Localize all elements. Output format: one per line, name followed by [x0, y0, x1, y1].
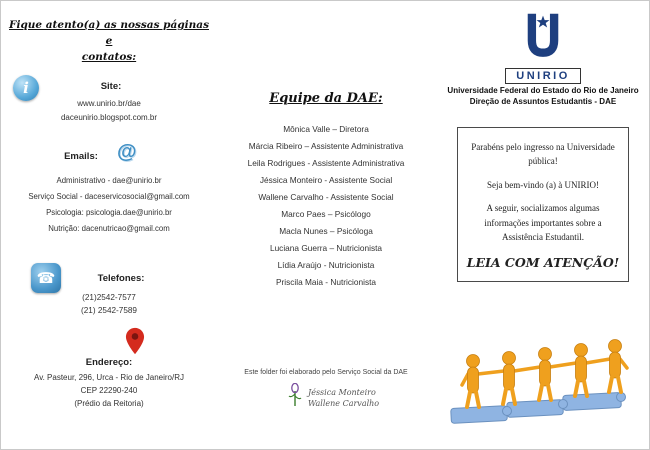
emails-heading: Emails:: [64, 151, 98, 162]
welcome-paragraph-1: Parabéns pelo ingresso na Universidade pública!: [471, 142, 615, 167]
teamwork-illustration: [435, 307, 650, 432]
address-heading: Endereço:: [85, 357, 133, 368]
signature-jessica: Jéssica Monteiro: [308, 388, 376, 397]
flower-icon: [288, 383, 302, 412]
contact-title-line1: Fique atento(a) as nossas páginas e: [9, 19, 209, 47]
university-name: Universidade Federal do Estado do Rio de Janeiro: [447, 86, 639, 95]
welcome-paragraph-2: Seja bem-vindo (a) à UNIRIO!: [487, 179, 599, 190]
site-heading: Site:: [100, 81, 122, 92]
address-cep: CEP 22290-240: [80, 386, 138, 395]
site-url: www.unirio.br/dae: [77, 99, 141, 108]
unirio-logo: [435, 11, 650, 84]
phone-icon-glyph: ☎: [36, 270, 56, 287]
team-member: Márcia Ribeiro – Assistente Administrativa: [248, 141, 404, 151]
email-icon-glyph: @: [117, 141, 137, 163]
info-icon-glyph: i: [23, 79, 29, 97]
email-admin: Administrativo - dae@unirio.br: [56, 176, 162, 185]
signature-wallene: Wallene Carvalho: [308, 399, 380, 408]
welcome-paragraph-3: A seguir, socializamos algumas informações importantes sobre a Assistência Estudantil.: [484, 203, 602, 242]
address-building: (Prédio da Reitoria): [74, 399, 144, 408]
team-member: Macla Nunes – Psicóloga: [279, 226, 373, 236]
phone-list: [1, 291, 217, 317]
address-street: Av. Pasteur, 296, Urca - Rio de Janeiro/RJ: [34, 373, 184, 382]
unirio-logo-mark: [511, 11, 575, 61]
signatures: [308, 387, 428, 409]
team-member: Priscila Maia - Nutricionista: [275, 277, 377, 287]
address-lines: [1, 371, 217, 410]
location-pin-icon: [125, 327, 145, 360]
contact-panel: [1, 1, 217, 450]
welcome-box: [457, 127, 629, 282]
team-panel: [218, 1, 434, 450]
team-member: Luciana Guerra – Nutricionista: [269, 243, 383, 253]
email-servico-social: Serviço Social - daceservicosocial@gmail.com: [28, 192, 190, 201]
unirio-logo-text: UNIRIO: [505, 68, 581, 84]
phone-number-2: (21) 2542-7589: [81, 306, 137, 315]
cover-panel: [435, 1, 650, 450]
phones-heading: Telefones:: [97, 273, 145, 284]
team-member: Lídia Araújo - Nutricionista: [277, 260, 375, 270]
team-member: Jéssica Monteiro - Assistente Social: [259, 175, 393, 185]
phone-number-1: (21)2542-7577: [82, 293, 136, 302]
email-list: [3, 173, 215, 237]
team-member: Leila Rodrigues - Assistente Administrativa: [247, 158, 405, 168]
team-list: [218, 121, 434, 291]
site-links: [11, 97, 207, 125]
team-member: Wallene Carvalho - Assistente Social: [258, 192, 394, 202]
blog-url: daceunirio.blogspot.com.br: [60, 113, 158, 122]
email-psicologia: Psicologia: psicologia.dae@unirio.br: [46, 208, 172, 217]
credits-text: Este folder foi elaborado pelo Serviço Social da DAE: [244, 369, 408, 376]
email-nutricao: Nutrição: dacenutricao@gmail.com: [48, 224, 170, 233]
contact-title: [5, 17, 213, 65]
team-title: Equipe da DAE:: [269, 91, 383, 106]
team-member: Mônica Valle – Diretora: [283, 124, 369, 134]
team-member: Marco Paes – Psicólogo: [281, 209, 371, 219]
organization-name: [435, 85, 650, 107]
attention-text: LEIA COM ATENÇÃO!: [466, 255, 620, 271]
contact-title-line2: contatos:: [81, 51, 137, 63]
department-name: Direção de Assuntos Estudantis - DAE: [469, 97, 617, 106]
